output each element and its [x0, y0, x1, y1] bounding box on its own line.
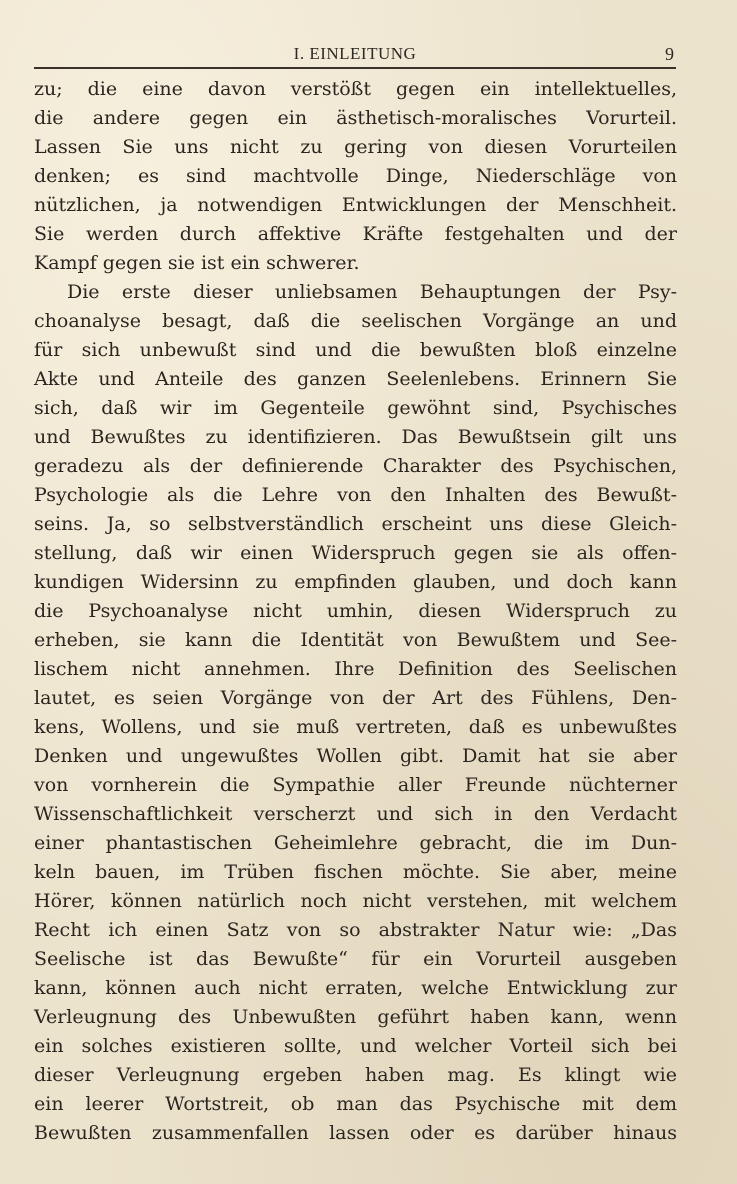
header-rule: [34, 67, 676, 69]
text-line: für sich unbewußt sind und die bewußten bloß einzelne: [34, 339, 677, 361]
text-line: kundigen Widersinn zu empfinden glauben, und doch kann: [34, 571, 677, 593]
text-line: kens, Wollens, und sie muß vertreten, daß es unbewußtes: [34, 716, 677, 738]
text-line: Bewußten zusammenfallen lassen oder es darüber hinaus: [34, 1122, 677, 1144]
text-line: Sie werden durch affektive Kräfte festgehalten und der: [34, 223, 677, 245]
text-line: lischem nicht annehmen. Ihre Definition des Seelischen: [34, 658, 677, 680]
text-line: Seelische ist das Bewußte“ für ein Vorurteil ausgeben: [34, 948, 677, 970]
text-line: Psychologie als die Lehre von den Inhalten des Bewußt-: [34, 484, 677, 506]
text-line: seins. Ja, so selbstverständlich erscheint uns diese Gleich-: [34, 513, 677, 535]
text-line: Die erste dieser unliebsamen Behauptungen der Psy-: [67, 281, 677, 303]
body-text: [34, 75, 677, 1148]
text-line: Kampf gegen sie ist ein schwerer.: [34, 252, 360, 274]
text-line: kann, können auch nicht erraten, welche Entwicklung zur: [34, 977, 677, 999]
text-line: sich, daß wir im Gegenteile gewöhnt sind, Psychisches: [34, 397, 677, 419]
text-line: dieser Verleugnung ergeben haben mag. Es klingt wie: [34, 1064, 677, 1086]
text-line: Hörer, können natürlich noch nicht verstehen, mit welchem: [34, 890, 677, 912]
text-line: erheben, sie kann die Identität von Bewußtem und See-: [34, 629, 677, 651]
text-line: ein solches existieren sollte, und welcher Vorteil sich bei: [34, 1035, 677, 1057]
text-line: einer phantastischen Geheimlehre gebracht, die im Dun-: [34, 832, 677, 854]
running-head: I. EINLEITUNG: [293, 44, 417, 63]
text-line: choanalyse besagt, daß die seelischen Vorgänge an und: [34, 310, 677, 332]
text-line: von vornherein die Sympathie aller Freunde nüchterner: [34, 774, 677, 796]
text-line: nützlichen, ja notwendigen Entwicklungen der Menschheit.: [34, 194, 677, 216]
text-line: die andere gegen ein ästhetisch-moralisches Vorurteil.: [34, 107, 677, 129]
text-line: zu; die eine davon verstößt gegen ein intellektuelles,: [34, 78, 677, 100]
text-line: Lassen Sie uns nicht zu gering von diesen Vorurteilen: [34, 136, 677, 158]
page-number: 9: [665, 44, 674, 64]
text-line: denken; es sind machtvolle Dinge, Niederschläge von: [34, 165, 677, 187]
text-line: Verleugnung des Unbewußten geführt haben kann, wenn: [34, 1006, 677, 1028]
text-line: und Bewußtes zu identifizieren. Das Bewußtsein gilt uns: [34, 426, 677, 448]
text-line: lautet, es seien Vorgänge von der Art des Fühlens, Den-: [34, 687, 677, 709]
text-line: Wissenschaftlichkeit verscherzt und sich in den Verdacht: [34, 803, 677, 825]
text-line: stellung, daß wir einen Widerspruch gegen sie als offen-: [34, 542, 677, 564]
text-line: geradezu als der definierende Charakter des Psychischen,: [34, 455, 677, 477]
text-line: Recht ich einen Satz von so abstrakter Natur wie: „Das: [34, 919, 677, 941]
text-line: die Psychoanalyse nicht umhin, diesen Widerspruch zu: [34, 600, 677, 622]
page-header: [34, 44, 676, 68]
text-line: Denken und ungewußtes Wollen gibt. Damit hat sie aber: [34, 745, 677, 767]
text-line: Akte und Anteile des ganzen Seelenlebens. Erinnern Sie: [34, 368, 677, 390]
text-line: keln bauen, im Trüben fischen möchte. Sie aber, meine: [34, 861, 677, 883]
text-line: ein leerer Wortstreit, ob man das Psychische mit dem: [34, 1093, 677, 1115]
